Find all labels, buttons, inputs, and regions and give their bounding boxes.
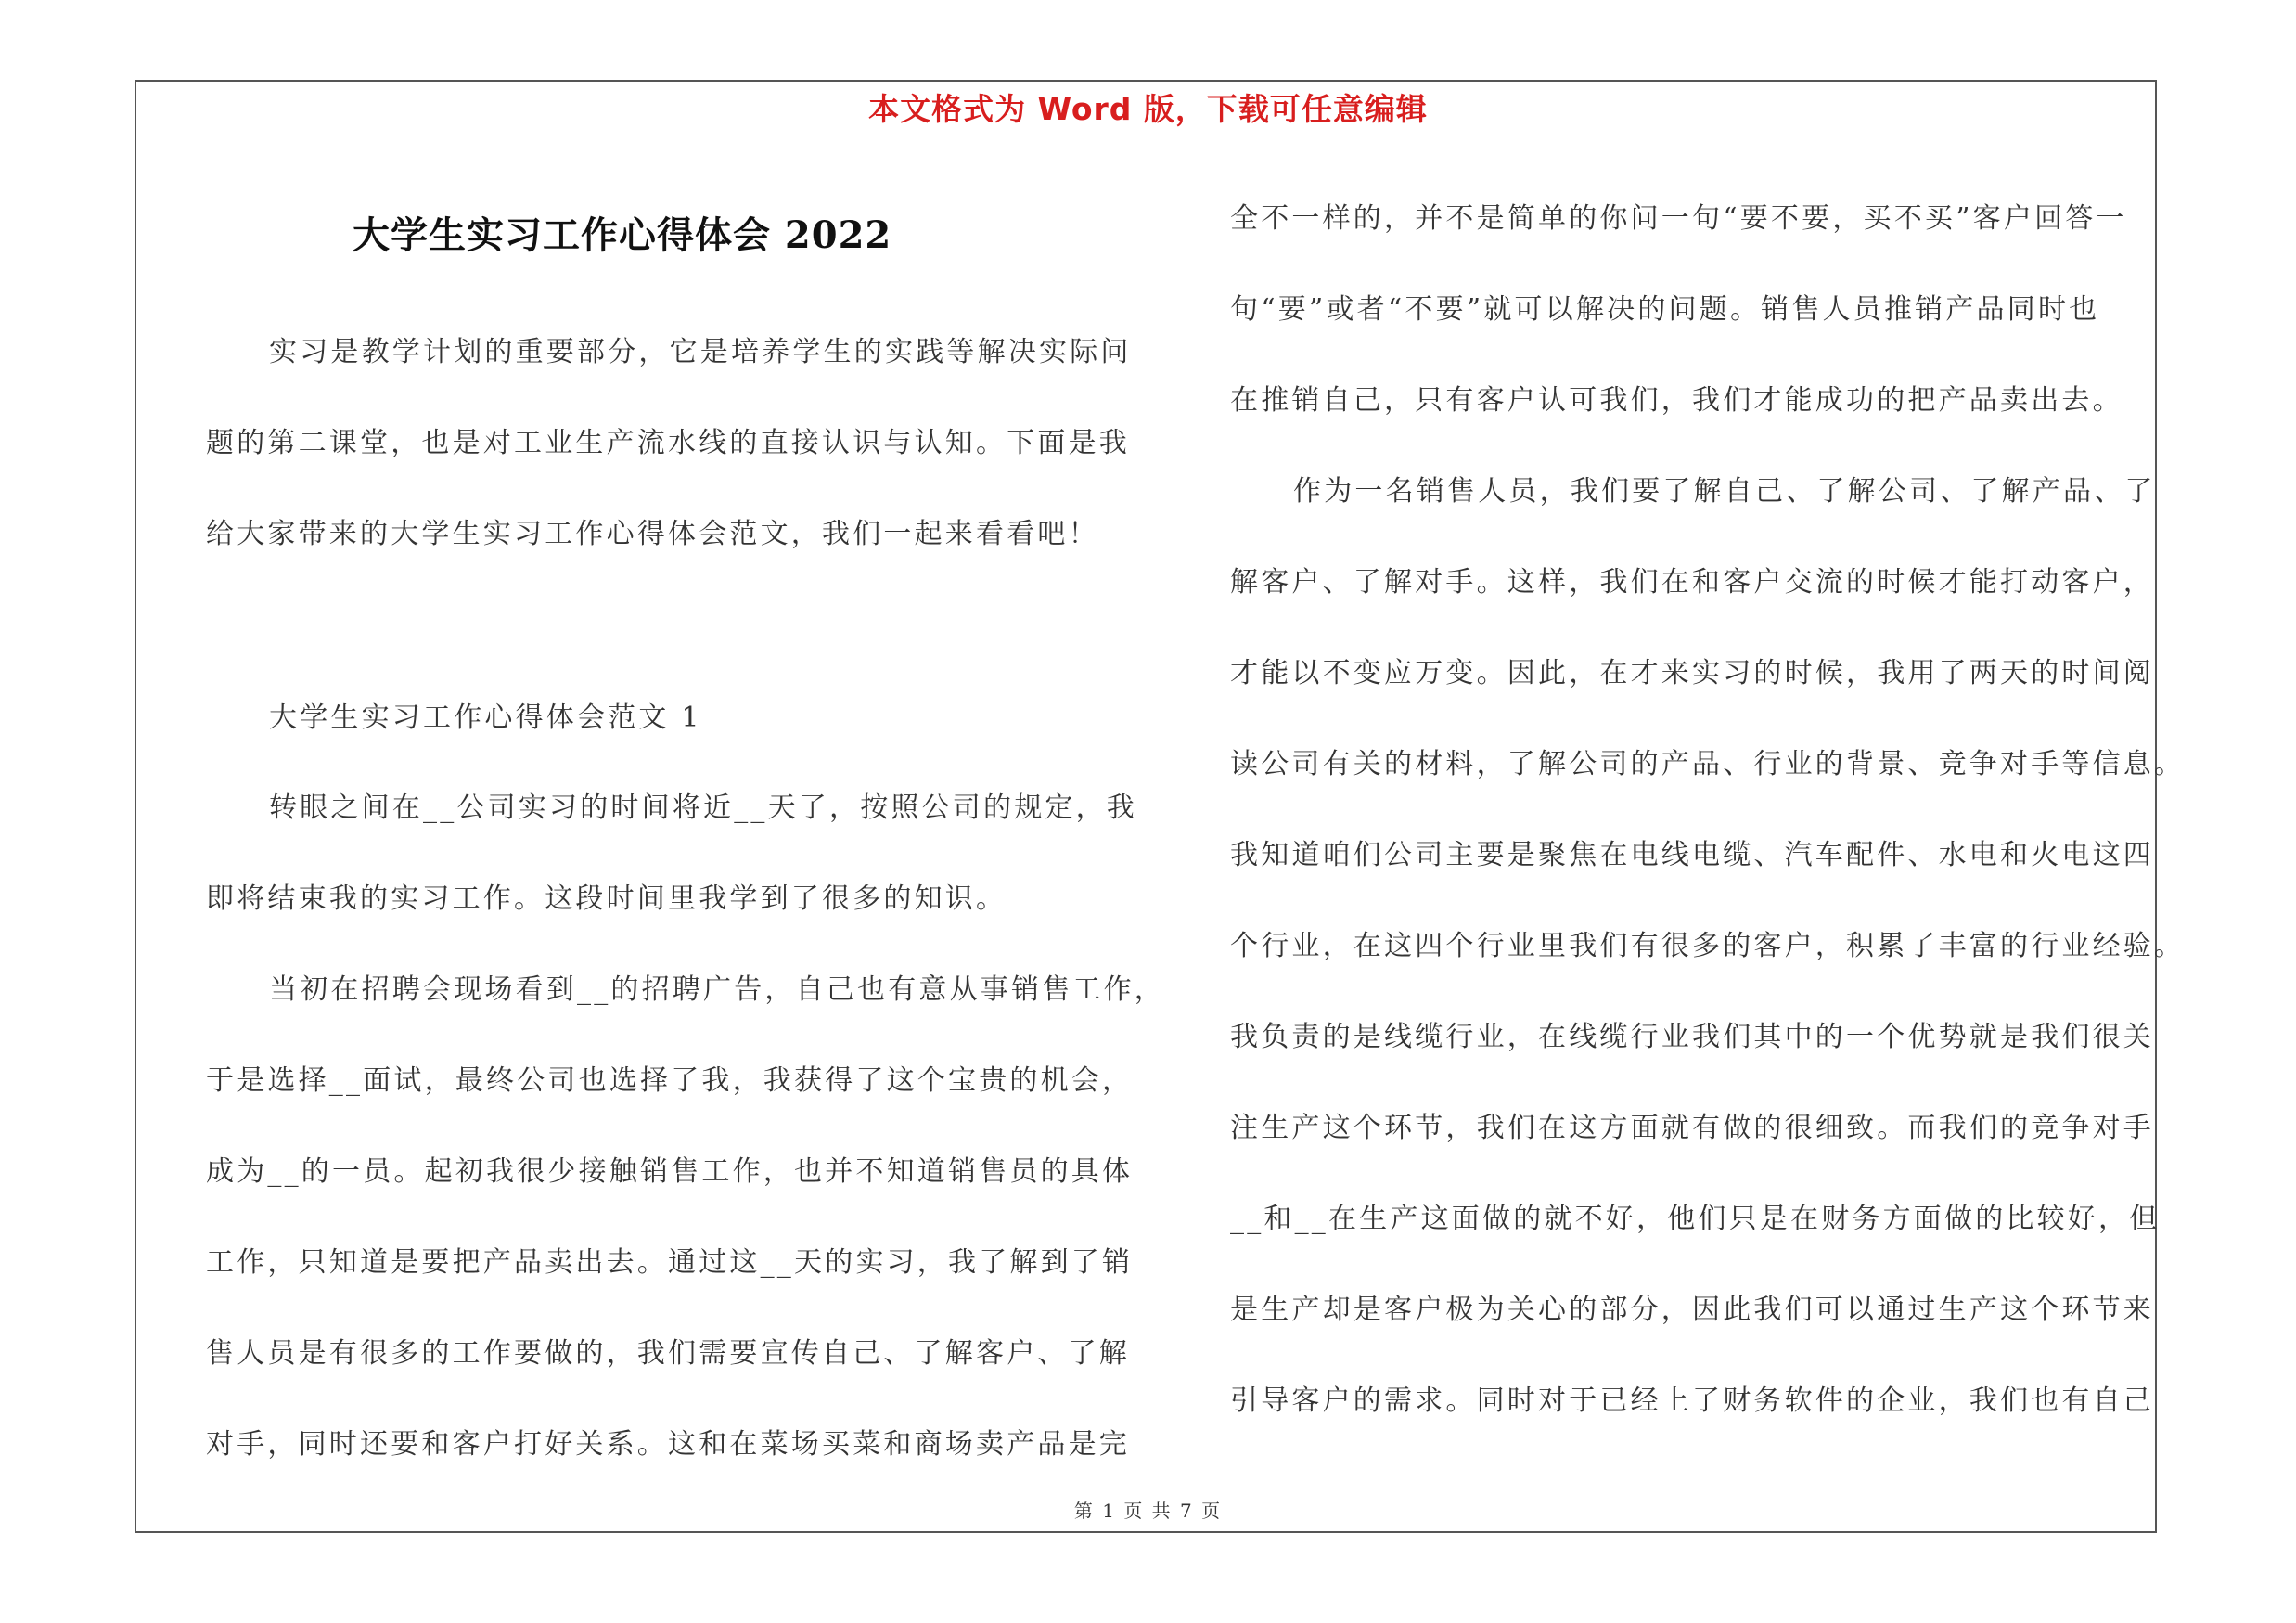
right-line-2: 句“要”或者“不要”就可以解决的问题。销售人员推销产品同时也	[1230, 293, 2100, 326]
left-line-3: 给大家带来的大学生实习工作心得体会范文，我们一起来看看吧！	[206, 518, 1099, 550]
right-line-5: 解客户、了解对手。这样，我们在和客户交流的时候才能打动客户，	[1230, 566, 2154, 599]
right-line-13: 是生产却是客户极为关心的部分，因此我们可以通过生产这个环节来	[1230, 1294, 2154, 1326]
left-line-1: 实习是教学计划的重要部分，它是培养学生的实践等解决实际问	[269, 336, 1132, 368]
left-line-7: 当初在招聘会现场看到__的招聘广告，自己也有意从事销售工作，	[269, 973, 1165, 1006]
right-line-8: 我知道咱们公司主要是聚焦在电线电缆、汽车配件、水电和火电这四	[1230, 839, 2154, 871]
right-line-11: 注生产这个环节，我们在这方面就有做的很细致。而我们的竞争对手	[1230, 1112, 2154, 1144]
left-line-6: 即将结束我的实习工作。这段时间里我学到了很多的知识。	[206, 882, 1007, 915]
left-line-5: 转眼之间在__公司实习的时间将近__天了，按照公司的规定，我	[269, 792, 1137, 824]
right-line-12: __和__在生产这面做的就不好，他们只是在财务方面做的比较好，但	[1230, 1203, 2161, 1235]
right-line-3: 在推销自己，只有客户认可我们，我们才能成功的把产品卖出去。	[1230, 384, 2123, 417]
left-line-2: 题的第二课堂，也是对工业生产流水线的直接认识与认知。下面是我	[206, 427, 1130, 459]
right-line-14: 引导客户的需求。同时对于已经上了财务软件的企业，我们也有自己	[1230, 1385, 2154, 1417]
page-number-footer: 第 1 页 共 7 页	[1073, 1500, 1223, 1522]
right-line-9: 个行业，在这四个行业里我们有很多的客户，积累了丰富的行业经验。	[1230, 930, 2186, 962]
right-line-1: 全不一样的，并不是简单的你问一句“要不要，买不买”客户回答一	[1230, 202, 2127, 235]
left-line-8: 于是选择__面试，最终公司也选择了我，我获得了这个宝贵的机会，	[206, 1064, 1134, 1097]
right-line-6: 才能以不变应万变。因此，在才来实习的时候，我用了两天的时间阅	[1230, 657, 2154, 689]
left-line-11: 售人员是有很多的工作要做的，我们需要宣传自己、了解客户、了解	[206, 1337, 1130, 1370]
right-line-7: 读公司有关的材料，了解公司的产品、行业的背景、竞争对手等信息。	[1230, 748, 2186, 780]
section-heading: 大学生实习工作心得体会范文 1	[269, 702, 702, 734]
left-line-10: 工作，只知道是要把产品卖出去。通过这__天的实习，我了解到了销	[206, 1246, 1134, 1279]
right-line-4: 作为一名销售人员，我们要了解自己、了解公司、了解产品、了	[1293, 475, 2156, 508]
format-banner: 本文格式为 Word 版，下载可任意编辑	[868, 91, 1428, 127]
right-line-10: 我负责的是线缆行业，在线缆行业我们其中的一个优势就是我们很关	[1230, 1021, 2154, 1053]
document-title: 大学生实习工作心得体会 2022	[353, 213, 892, 257]
left-line-12: 对手，同时还要和客户打好关系。这和在菜场买菜和商场卖产品是完	[206, 1428, 1130, 1461]
left-line-9: 成为__的一员。起初我很少接触销售工作，也并不知道销售员的具体	[206, 1155, 1134, 1188]
